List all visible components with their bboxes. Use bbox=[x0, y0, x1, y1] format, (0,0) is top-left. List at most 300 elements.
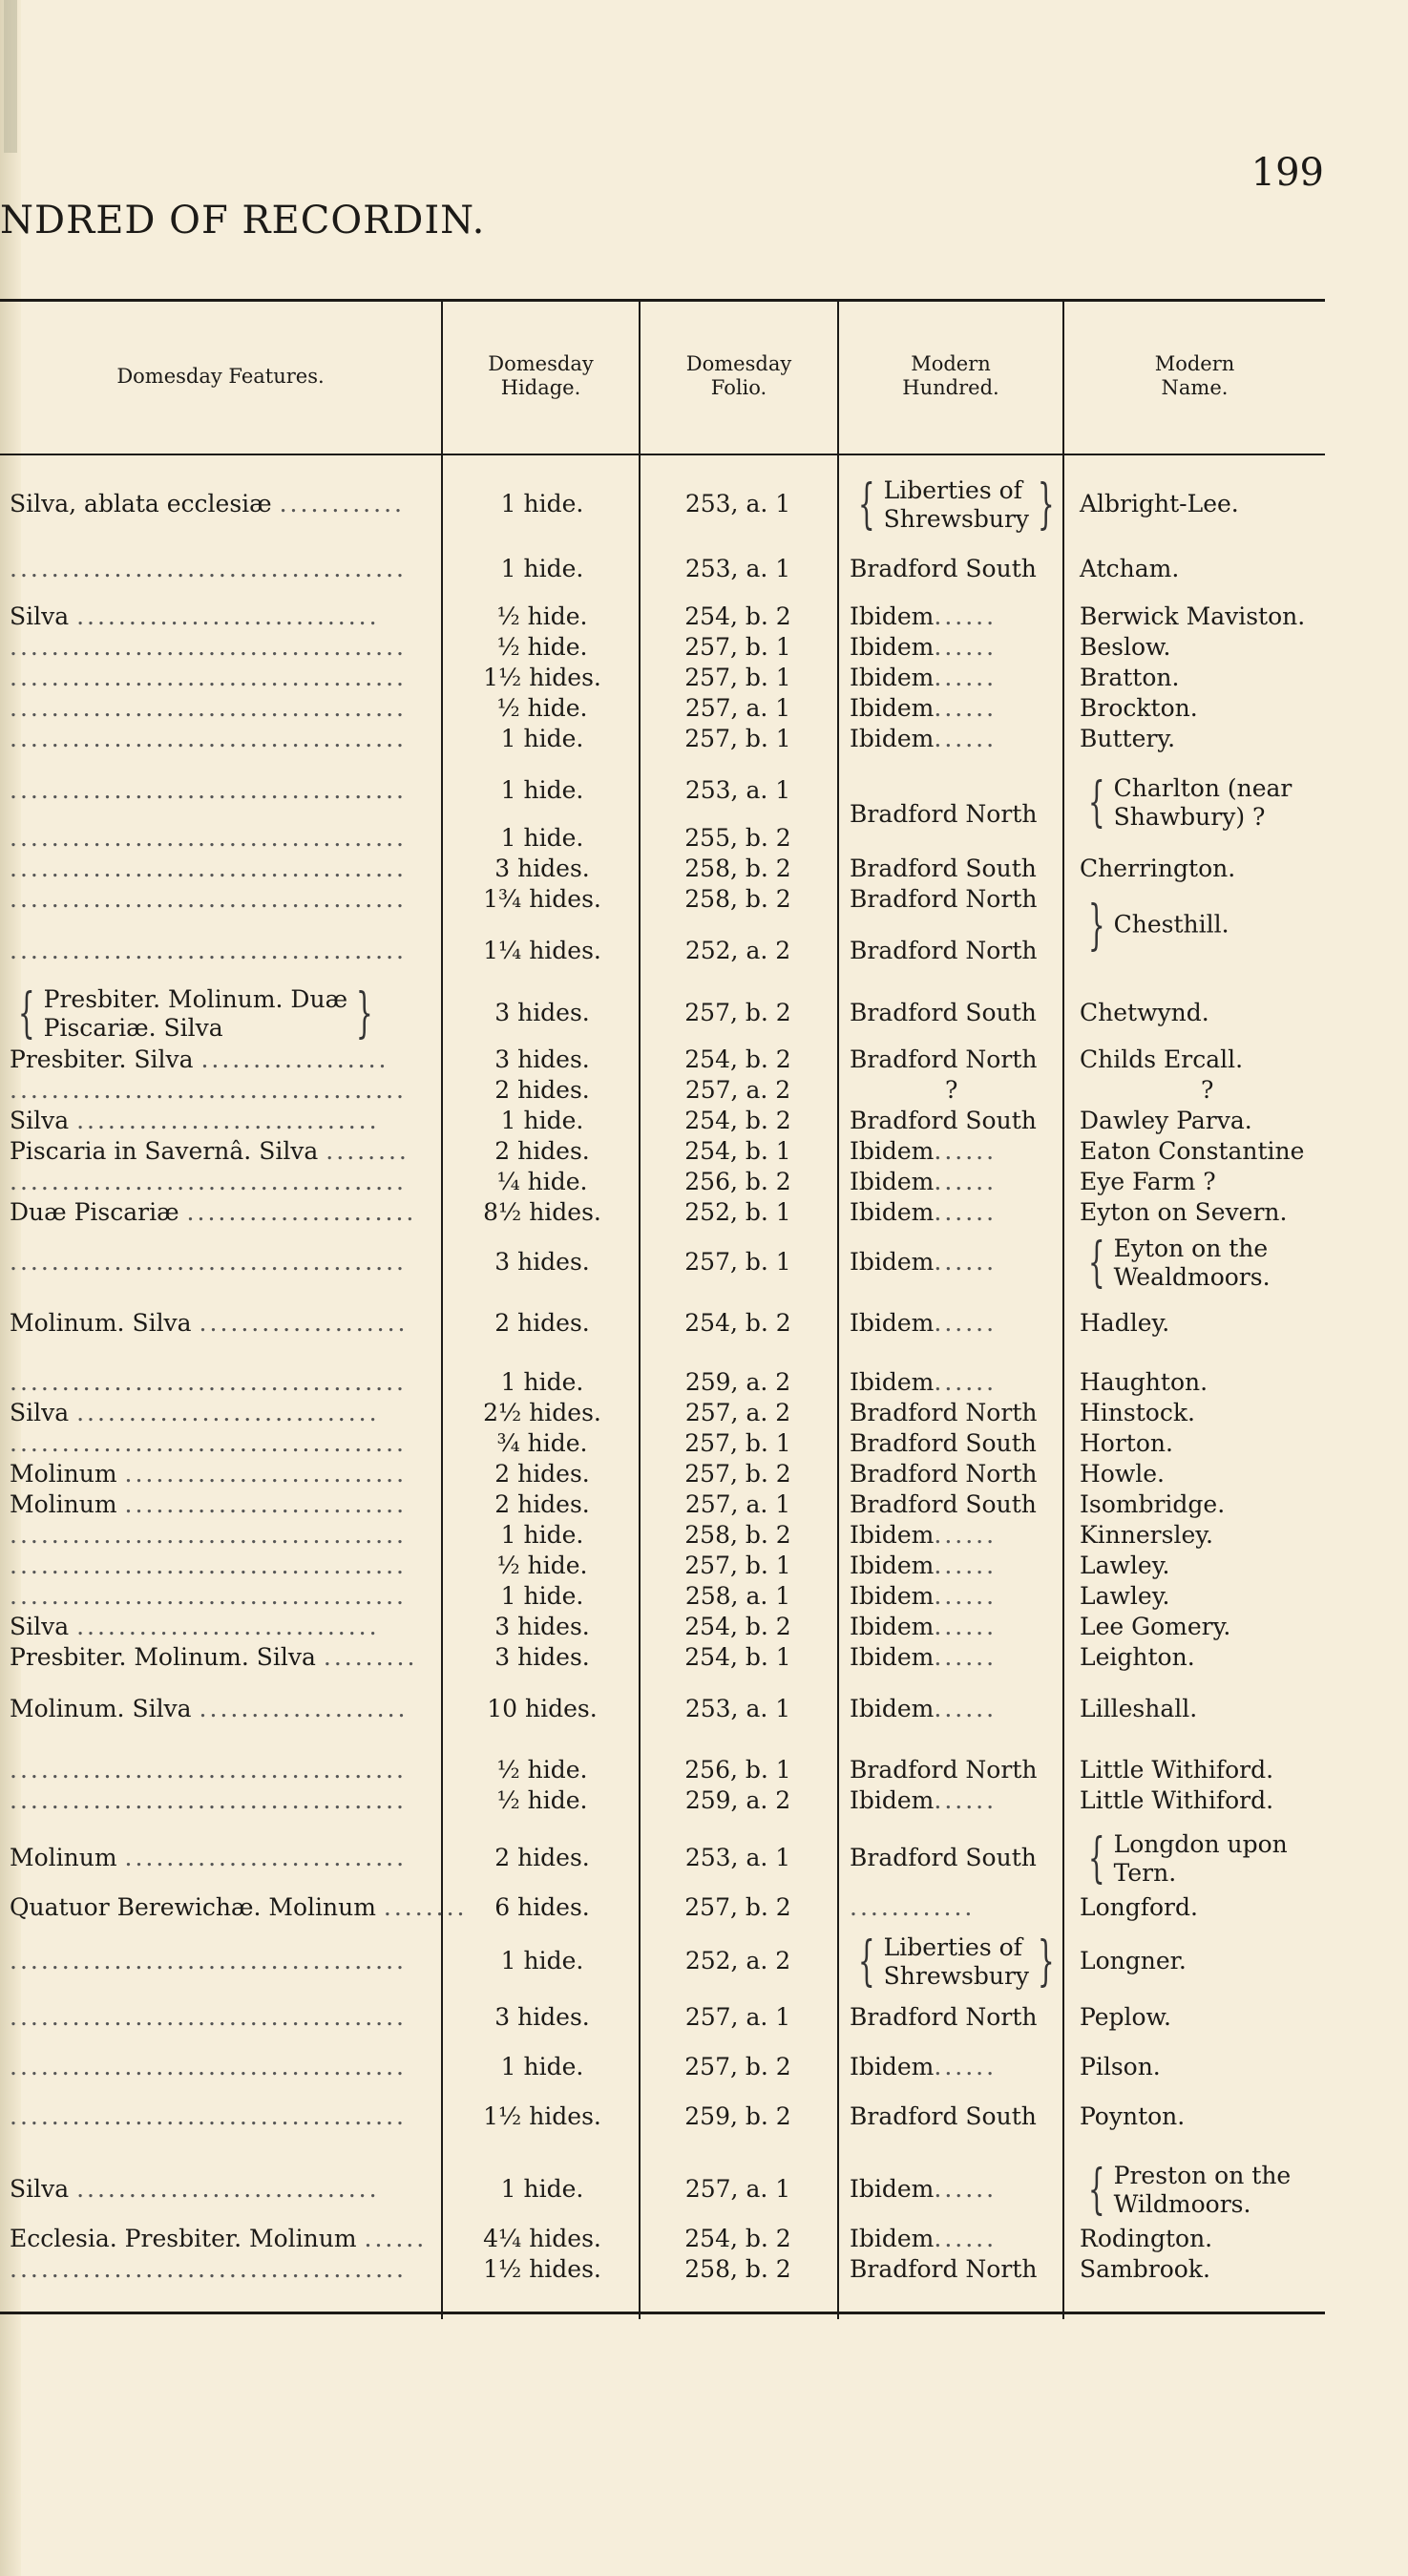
cell-hundred: Bradford North bbox=[850, 800, 1038, 828]
cell-folio: 257, b. 2 bbox=[684, 999, 791, 1026]
dot-leader: ...... bbox=[934, 1198, 998, 1226]
dot-leader: ...................................... bbox=[10, 1786, 407, 1814]
cell-hundred: Ibidem...... bbox=[850, 694, 998, 722]
cell-hundred: Ibidem...... bbox=[850, 1137, 998, 1165]
column-divider bbox=[639, 299, 641, 2319]
cell-hundred: Ibidem...... bbox=[850, 1643, 998, 1671]
dot-leader: ...................................... bbox=[10, 725, 407, 752]
cell-hidage: 1 hide. bbox=[500, 2053, 584, 2080]
dot-leader: ...... bbox=[934, 1168, 998, 1195]
dot-leader: .................... bbox=[199, 1695, 409, 1722]
dot-leader: ...... bbox=[934, 602, 998, 630]
cell-hidage: 1 hide. bbox=[500, 1368, 584, 1396]
page-stain bbox=[4, 0, 17, 153]
dot-leader: ........ bbox=[326, 1137, 410, 1165]
dot-leader: ............ bbox=[850, 1893, 976, 1921]
cell-name: Lee Gomery. bbox=[1080, 1613, 1231, 1640]
cell-hidage: ¼ hide. bbox=[496, 1168, 588, 1195]
cell-folio: 254, b. 1 bbox=[684, 1137, 791, 1165]
cell-name: Lilleshall. bbox=[1080, 1695, 1198, 1722]
cell-hidage: 3 hides. bbox=[494, 999, 590, 1026]
cell-features bbox=[10, 1368, 437, 1397]
cell-hidage: 6 hides. bbox=[494, 1893, 590, 1921]
header-hundred-text: Modern Hundred. bbox=[902, 352, 999, 399]
cell-name: { Eyton on the Wealdmoors. bbox=[1087, 1232, 1271, 1294]
cell-hundred: Bradford North bbox=[850, 1756, 1038, 1784]
cell-name: Eyton on Severn. bbox=[1080, 1198, 1288, 1226]
cell-folio: 255, b. 2 bbox=[684, 824, 791, 852]
cell-hidage: 3 hides. bbox=[494, 1613, 590, 1640]
dot-leader: .................... bbox=[199, 1309, 409, 1337]
cell-name: Dawley Parva. bbox=[1080, 1107, 1252, 1134]
brace: } bbox=[355, 982, 373, 1045]
dot-leader: ............................. bbox=[76, 602, 380, 630]
cell-hidage: 2 hides. bbox=[494, 1844, 590, 1871]
cell-features bbox=[10, 2102, 437, 2131]
cell-features: Silva ............................. bbox=[10, 2175, 380, 2203]
cell-name: Brockton. bbox=[1080, 694, 1198, 722]
cell-hundred: Ibidem...... bbox=[850, 2225, 998, 2252]
cell-features bbox=[10, 664, 437, 692]
dot-leader: ...... bbox=[934, 1552, 998, 1579]
cell-name: Longford. bbox=[1080, 1893, 1198, 1921]
dot-leader: ...... bbox=[364, 2225, 428, 2252]
dot-leader: ...................................... bbox=[10, 1521, 407, 1549]
cell-features: Molinum ........................... bbox=[10, 1844, 408, 1871]
cell-hidage: 1¾ hides. bbox=[483, 885, 601, 913]
header-hidage bbox=[443, 299, 639, 454]
cell-hidage: 1 hide. bbox=[500, 2175, 584, 2203]
dot-leader: ...................................... bbox=[10, 2053, 407, 2080]
cell-hundred: Bradford North bbox=[850, 1460, 1038, 1488]
dot-leader: ...... bbox=[934, 1521, 998, 1549]
cell-name: Little Withiford. bbox=[1080, 1786, 1274, 1814]
cell-features: Duæ Piscariæ ...................... bbox=[10, 1198, 417, 1226]
cell-folio: 259, a. 2 bbox=[684, 1786, 791, 1814]
dot-leader: ...................................... bbox=[10, 2255, 407, 2283]
cell-name: { Charlton (near Shawbury) ? bbox=[1087, 771, 1292, 834]
cell-hidage: 1 hide. bbox=[500, 1107, 584, 1134]
cell-name: Leighton. bbox=[1080, 1643, 1195, 1671]
cell-name: { Longdon upon Tern. bbox=[1087, 1827, 1288, 1890]
cell-hidage: ½ hide. bbox=[496, 633, 588, 661]
cell-hundred: Bradford North bbox=[850, 1045, 1038, 1073]
dot-leader: ...................................... bbox=[10, 1582, 407, 1610]
dot-leader: .................. bbox=[200, 1045, 389, 1073]
cell-folio: 253, a. 1 bbox=[684, 490, 791, 517]
cell-folio: 258, b. 2 bbox=[684, 885, 791, 913]
cell-name: Haughton. bbox=[1080, 1368, 1208, 1396]
cell-features bbox=[10, 2255, 437, 2284]
cell-features bbox=[10, 1552, 437, 1580]
dot-leader: ...................... bbox=[186, 1198, 417, 1226]
cell-folio: 259, b. 2 bbox=[684, 2102, 791, 2130]
cell-features bbox=[10, 937, 437, 965]
cell-folio: 254, b. 1 bbox=[684, 1643, 791, 1671]
cell-features bbox=[10, 824, 437, 853]
header-name-text: Modern Name. bbox=[1154, 352, 1235, 399]
dot-leader: ...... bbox=[934, 1613, 998, 1640]
dot-leader: ...................................... bbox=[10, 855, 407, 882]
cell-folio: 257, b. 1 bbox=[684, 1248, 791, 1276]
cell-hundred: Ibidem...... bbox=[850, 1582, 998, 1610]
dot-leader: ...... bbox=[934, 664, 998, 691]
cell-features: Silva ............................. bbox=[10, 1399, 380, 1426]
dot-leader: ...... bbox=[934, 725, 998, 752]
cell-hundred: Ibidem...... bbox=[850, 1168, 998, 1195]
page-number: 199 bbox=[1250, 151, 1324, 195]
dot-leader: ...... bbox=[934, 2175, 998, 2203]
cell-hundred: Ibidem...... bbox=[850, 1695, 998, 1722]
cell-hidage: 1 hide. bbox=[500, 555, 584, 582]
dot-leader: ...................................... bbox=[10, 694, 407, 722]
brace: { bbox=[17, 982, 35, 1045]
cell-features: Quatuor Berewichæ. Molinum ........ bbox=[10, 1893, 468, 1921]
cell-folio: 257, b. 2 bbox=[684, 2053, 791, 2080]
cell-hidage: 1½ hides. bbox=[483, 664, 601, 691]
dot-leader: ...................................... bbox=[10, 1168, 407, 1195]
cell-features: Silva, ablata ecclesiæ ............ bbox=[10, 490, 405, 517]
dot-leader: ........ bbox=[383, 1893, 468, 1921]
brace: } bbox=[1037, 474, 1055, 536]
cell-folio: 258, b. 2 bbox=[684, 2255, 791, 2283]
cell-features bbox=[10, 725, 437, 753]
cell-hidage: 1 hide. bbox=[500, 490, 584, 517]
cell-features: Molinum. Silva .................... bbox=[10, 1695, 409, 1722]
cell-hundred: Ibidem...... bbox=[850, 1309, 998, 1337]
cell-folio: 256, b. 2 bbox=[684, 1168, 791, 1195]
dot-leader: ...... bbox=[934, 2225, 998, 2252]
cell-name: ? bbox=[1201, 1076, 1214, 1104]
dot-leader: ...................................... bbox=[10, 885, 407, 913]
cell-folio: 253, a. 1 bbox=[684, 555, 791, 582]
cell-name: Eaton Constantine bbox=[1080, 1137, 1305, 1165]
header-name bbox=[1064, 299, 1325, 454]
cell-features bbox=[10, 1168, 437, 1196]
cell-hundred: Bradford South bbox=[850, 555, 1037, 582]
cell-hundred: Bradford South bbox=[850, 2102, 1037, 2130]
cell-folio: 254, b. 2 bbox=[684, 1309, 791, 1337]
cell-features bbox=[10, 885, 437, 914]
cell-features bbox=[10, 555, 437, 583]
cell-hundred: Bradford South bbox=[850, 999, 1037, 1026]
brace: { bbox=[1087, 1827, 1105, 1890]
cell-folio: 257, a. 1 bbox=[684, 2175, 791, 2203]
cell-features bbox=[10, 2053, 437, 2081]
cell-hundred: Ibidem...... bbox=[850, 2175, 998, 2203]
brace: { bbox=[857, 1931, 875, 1993]
cell-features: Silva ............................. bbox=[10, 602, 380, 630]
dot-leader: ...................................... bbox=[10, 555, 407, 582]
cell-folio: 257, b. 1 bbox=[684, 633, 791, 661]
cell-features: Ecclesia. Presbiter. Molinum ...... bbox=[10, 2225, 428, 2252]
cell-folio: 253, a. 1 bbox=[684, 1844, 791, 1871]
cell-folio: 254, b. 2 bbox=[684, 1107, 791, 1134]
cell-hundred: { Liberties of Shrewsbury } bbox=[857, 474, 1055, 536]
cell-features: Molinum. Silva .................... bbox=[10, 1309, 409, 1337]
cell-name: Hinstock. bbox=[1080, 1399, 1195, 1426]
cell-hundred: Ibidem...... bbox=[850, 1248, 998, 1276]
cell-name: Poynton. bbox=[1080, 2102, 1186, 2130]
cell-name: Longner. bbox=[1080, 1947, 1187, 1974]
dot-leader: ...... bbox=[934, 1137, 998, 1165]
cell-name: Hadley. bbox=[1080, 1309, 1170, 1337]
cell-hidage: 3 hides. bbox=[494, 1045, 590, 1073]
cell-hundred: Bradford North bbox=[850, 2255, 1038, 2283]
cell-hundred: ? bbox=[945, 1076, 958, 1104]
cell-hidage: 3 hides. bbox=[494, 1248, 590, 1276]
cell-folio: 258, b. 2 bbox=[684, 1521, 791, 1549]
brace: } bbox=[1037, 1931, 1055, 1993]
dot-leader: ........................... bbox=[124, 1490, 408, 1518]
cell-folio: 258, a. 1 bbox=[684, 1582, 791, 1610]
cell-folio: 257, a. 2 bbox=[684, 1399, 791, 1426]
cell-features: Molinum ........................... bbox=[10, 1490, 408, 1518]
cell-hundred: Ibidem...... bbox=[850, 1521, 998, 1549]
cell-name: Atcham. bbox=[1080, 555, 1180, 582]
cell-hundred: Ibidem...... bbox=[850, 1552, 998, 1579]
cell-features bbox=[10, 1756, 437, 1784]
cell-features bbox=[10, 2003, 437, 2032]
cell-name: Albright-Lee. bbox=[1080, 490, 1239, 517]
running-head: NDRED OF RECORDIN. bbox=[0, 199, 486, 243]
cell-hidage: 1 hide. bbox=[500, 1947, 584, 1974]
cell-hidage: ½ hide. bbox=[496, 694, 588, 722]
dot-leader: ...... bbox=[934, 1786, 998, 1814]
cell-hidage: 2 hides. bbox=[494, 1137, 590, 1165]
cell-name: Lawley. bbox=[1080, 1582, 1170, 1610]
dot-leader: ......... bbox=[323, 1643, 418, 1671]
cell-hidage: 1½ hides. bbox=[483, 2102, 601, 2130]
cell-hundred: Ibidem...... bbox=[850, 602, 998, 630]
cell-hundred: Bradford South bbox=[850, 1844, 1037, 1871]
cell-hidage: 2 hides. bbox=[494, 1076, 590, 1104]
cell-hidage: ½ hide. bbox=[496, 1786, 588, 1814]
cell-features: Silva ............................. bbox=[10, 1613, 380, 1640]
cell-features bbox=[10, 1521, 437, 1550]
cell-hidage: 1½ hides. bbox=[483, 2255, 601, 2283]
cell-hundred: Bradford North bbox=[850, 1399, 1038, 1426]
cell-folio: 253, a. 1 bbox=[684, 1695, 791, 1722]
dot-leader: ...... bbox=[934, 1582, 998, 1610]
cell-features: Presbiter. Molinum. Silva ......... bbox=[10, 1643, 418, 1671]
cell-name: Sambrook. bbox=[1080, 2255, 1210, 2283]
cell-features bbox=[10, 776, 437, 805]
cell-hundred: Ibidem...... bbox=[850, 664, 998, 691]
cell-features bbox=[10, 694, 437, 723]
dot-leader: ...................................... bbox=[10, 2102, 407, 2130]
dot-leader: ...................................... bbox=[10, 1429, 407, 1457]
dot-leader: ...................................... bbox=[10, 633, 407, 661]
header-hundred bbox=[839, 299, 1062, 454]
cell-hundred: Ibidem...... bbox=[850, 633, 998, 661]
cell-name: Chetwynd. bbox=[1080, 999, 1209, 1026]
cell-hundred: Ibidem...... bbox=[850, 1786, 998, 1814]
cell-hidage: 4¼ hides. bbox=[483, 2225, 601, 2252]
dot-leader: ...... bbox=[934, 1695, 998, 1722]
cell-hundred: Bradford South bbox=[850, 1107, 1037, 1134]
cell-hundred: Ibidem...... bbox=[850, 1613, 998, 1640]
dot-leader: ...................................... bbox=[10, 1947, 407, 1974]
cell-folio: 254, b. 2 bbox=[684, 602, 791, 630]
cell-folio: 252, a. 2 bbox=[684, 1947, 791, 1974]
dot-leader: ...... bbox=[934, 1368, 998, 1396]
cell-hidage: 2 hides. bbox=[494, 1460, 590, 1488]
cell-hidage: 1 hide. bbox=[500, 776, 584, 804]
cell-folio: 253, a. 1 bbox=[684, 776, 791, 804]
column-divider bbox=[1062, 299, 1064, 2319]
brace: { bbox=[857, 474, 875, 536]
cell-name: Rodington. bbox=[1080, 2225, 1213, 2252]
cell-hundred: Bradford South bbox=[850, 1429, 1037, 1457]
dot-leader: ...... bbox=[934, 2053, 998, 2080]
cell-hundred: Ibidem...... bbox=[850, 725, 998, 752]
cell-folio: 252, a. 2 bbox=[684, 937, 791, 964]
cell-name: Berwick Maviston. bbox=[1080, 602, 1306, 630]
cell-folio: 257, b. 1 bbox=[684, 1552, 791, 1579]
column-divider bbox=[441, 299, 443, 2319]
cell-name: Little Withiford. bbox=[1080, 1756, 1274, 1784]
cell-features bbox=[10, 855, 437, 883]
cell-features: Silva ............................. bbox=[10, 1107, 380, 1134]
dot-leader: ...................................... bbox=[10, 1552, 407, 1579]
cell-features bbox=[10, 1076, 437, 1105]
cell-name: { Preston on the Wildmoors. bbox=[1087, 2159, 1292, 2221]
cell-hundred: Ibidem...... bbox=[850, 2053, 998, 2080]
cell-hundred: { Liberties of Shrewsbury } bbox=[857, 1931, 1055, 1993]
brace: { bbox=[1087, 2159, 1105, 2221]
dot-leader: ...... bbox=[934, 1309, 998, 1337]
cell-folio: 257, b. 2 bbox=[684, 1460, 791, 1488]
cell-name: Eye Farm ? bbox=[1080, 1168, 1216, 1195]
cell-folio: 254, b. 2 bbox=[684, 2225, 791, 2252]
cell-hidage: 8½ hides. bbox=[483, 1198, 601, 1226]
dot-leader: ...... bbox=[934, 1248, 998, 1276]
cell-hidage: 1 hide. bbox=[500, 824, 584, 852]
cell-features: { Presbiter. Molinum. Duæ Piscariæ. Silva } bbox=[17, 982, 373, 1045]
cell-name: Isombridge. bbox=[1080, 1490, 1226, 1518]
dot-leader: ............ bbox=[279, 490, 405, 517]
cell-name: Childs Ercall. bbox=[1080, 1045, 1244, 1073]
cell-folio: 257, b. 2 bbox=[684, 1893, 791, 1921]
cell-folio: 257, a. 1 bbox=[684, 694, 791, 722]
cell-name: Bratton. bbox=[1080, 664, 1180, 691]
header-folio bbox=[641, 299, 837, 454]
dot-leader: ...................................... bbox=[10, 824, 407, 852]
cell-hidage: 2 hides. bbox=[494, 1309, 590, 1337]
cell-features bbox=[10, 1429, 437, 1458]
cell-folio: 257, b. 1 bbox=[684, 725, 791, 752]
cell-hidage: ¾ hide. bbox=[496, 1429, 588, 1457]
header-hidage-text: Domesday Hidage. bbox=[488, 352, 594, 399]
dot-leader: ........................... bbox=[124, 1460, 408, 1488]
cell-hundred bbox=[850, 1893, 975, 1922]
dot-leader: ............................. bbox=[76, 1399, 380, 1426]
cell-hidage: 1¼ hides. bbox=[483, 937, 601, 964]
cell-hidage: 3 hides. bbox=[494, 1643, 590, 1671]
cell-features: Molinum ........................... bbox=[10, 1460, 408, 1488]
cell-folio: 252, b. 1 bbox=[684, 1198, 791, 1226]
cell-features bbox=[10, 1582, 437, 1611]
cell-features bbox=[10, 633, 437, 662]
cell-folio: 257, a. 1 bbox=[684, 2003, 791, 2031]
column-divider bbox=[837, 299, 839, 2319]
cell-folio: 258, b. 2 bbox=[684, 855, 791, 882]
brace: { bbox=[1087, 1232, 1105, 1294]
cell-hidage: 1 hide. bbox=[500, 1521, 584, 1549]
cell-hidage: 3 hides. bbox=[494, 2003, 590, 2031]
cell-name: Kinnersley. bbox=[1080, 1521, 1213, 1549]
cell-features bbox=[10, 1786, 437, 1815]
cell-name: Cherrington. bbox=[1080, 855, 1236, 882]
bottom-rule bbox=[0, 2312, 1325, 2314]
cell-hundred: Bradford North bbox=[850, 885, 1038, 913]
cell-folio: 257, b. 1 bbox=[684, 664, 791, 691]
cell-hidage: 1 hide. bbox=[500, 725, 584, 752]
dot-leader: ...................................... bbox=[10, 1368, 407, 1396]
cell-name: Lawley. bbox=[1080, 1552, 1170, 1579]
dot-leader: ...... bbox=[934, 1643, 998, 1671]
cell-hidage: ½ hide. bbox=[496, 602, 588, 630]
dot-leader: ...................................... bbox=[10, 1076, 407, 1104]
cell-folio: 259, a. 2 bbox=[684, 1368, 791, 1396]
cell-hundred: Ibidem...... bbox=[850, 1198, 998, 1226]
cell-folio: 256, b. 1 bbox=[684, 1756, 791, 1784]
cell-hidage: 2 hides. bbox=[494, 1490, 590, 1518]
brace: } bbox=[1087, 895, 1105, 957]
cell-hundred: Ibidem...... bbox=[850, 1368, 998, 1396]
cell-name: Howle. bbox=[1080, 1460, 1165, 1488]
dot-leader: ............................. bbox=[76, 1613, 380, 1640]
cell-hundred: Bradford South bbox=[850, 855, 1037, 882]
cell-hidage: 3 hides. bbox=[494, 855, 590, 882]
cell-hidage: 1 hide. bbox=[500, 1582, 584, 1610]
dot-leader: ............................. bbox=[76, 1107, 380, 1134]
cell-name: Horton. bbox=[1080, 1429, 1173, 1457]
cell-folio: 254, b. 2 bbox=[684, 1045, 791, 1073]
cell-folio: 257, b. 1 bbox=[684, 1429, 791, 1457]
cell-features bbox=[10, 1947, 437, 1975]
dot-leader: ...................................... bbox=[10, 664, 407, 691]
dot-leader: ...................................... bbox=[10, 2003, 407, 2031]
cell-name: Buttery. bbox=[1080, 725, 1176, 752]
cell-features bbox=[10, 1248, 437, 1277]
cell-name: Beslow. bbox=[1080, 633, 1171, 661]
cell-hidage: 10 hides. bbox=[487, 1695, 598, 1722]
cell-hundred: Bradford South bbox=[850, 1490, 1037, 1518]
header-rule bbox=[0, 454, 1325, 455]
cell-name: } Chesthill. bbox=[1087, 895, 1229, 957]
cell-hidage: ½ hide. bbox=[496, 1756, 588, 1784]
dot-leader: ...................................... bbox=[10, 937, 407, 964]
cell-features: Piscaria in Savernâ. Silva ........ bbox=[10, 1137, 410, 1165]
header-folio-text: Domesday Folio. bbox=[685, 352, 792, 399]
dot-leader: ...... bbox=[934, 633, 998, 661]
brace: { bbox=[1087, 771, 1105, 834]
cell-hidage: 2½ hides. bbox=[483, 1399, 601, 1426]
dot-leader: ...... bbox=[934, 694, 998, 722]
cell-hidage: ½ hide. bbox=[496, 1552, 588, 1579]
cell-folio: 257, a. 2 bbox=[684, 1076, 791, 1104]
dot-leader: ............................. bbox=[76, 2175, 380, 2203]
cell-hundred: Bradford North bbox=[850, 2003, 1038, 2031]
header-features: Domesday Features. bbox=[116, 364, 325, 388]
dot-leader: ...................................... bbox=[10, 1756, 407, 1784]
cell-name: Pilson. bbox=[1080, 2053, 1161, 2080]
cell-features: Presbiter. Silva .................. bbox=[10, 1045, 389, 1073]
cell-folio: 254, b. 2 bbox=[684, 1613, 791, 1640]
cell-hundred: Bradford North bbox=[850, 937, 1038, 964]
